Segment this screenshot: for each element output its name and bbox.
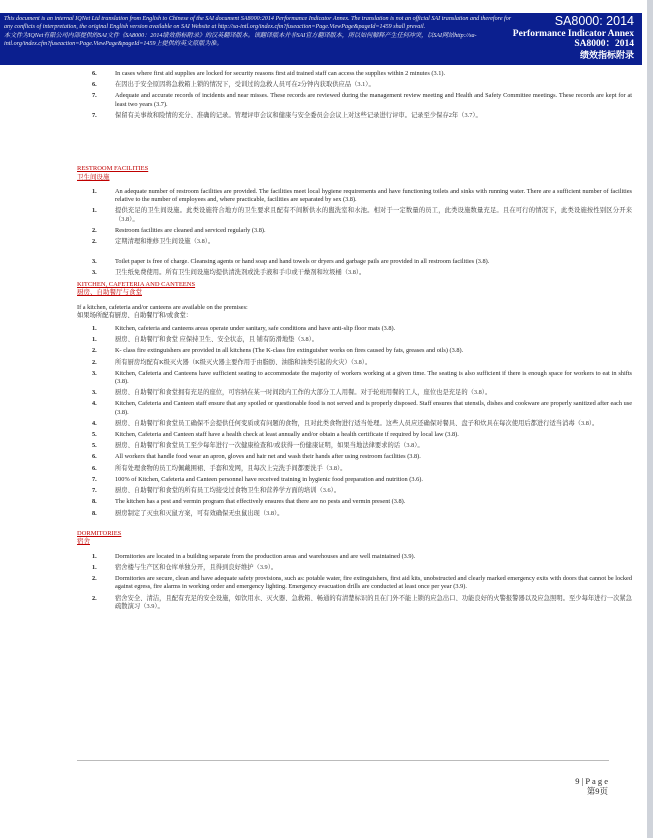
- list-item-en: 3. Kitchen, Cafeteria and Canteens have sufficient seating to accommodate the majority of workers working at a given time. The seating is also sufficient if there is enough space for workers to eat in shifts (3.8).: [92, 369, 632, 386]
- footer-divider: [77, 760, 609, 761]
- kitchen-intro-cn: 如果场所配有厨房、自助餐厅和/或食堂：: [77, 311, 193, 319]
- list-item-en: 1. An adequate number of restroom facilities are provided. The facilities meet local hygiene requirements and have functioning toilets and sinks with running water. There are a sufficient number of facilities relative to the number of employees and, where practicable, facilities are separated by sex (3.8).: [92, 188, 632, 204]
- brand-cn-subtitle: 绩效指标附录: [579, 50, 634, 60]
- brand-subtitle: Performance Indicator Annex: [512, 29, 634, 39]
- list-item-cn: 7. 厨房、自助餐厅和食堂的所有员工均接受过食物卫生和营养学方面的培训（3.6）。: [92, 487, 341, 495]
- list-item-cn: 1. 宿舍楼与生产区和仓库单独分开，且得到良好维护（3.9）。: [92, 563, 278, 571]
- list-item-en: 2. K- class fire extinguishers are provided in all kitchens (The K-class fire extinguisher works on fires caused by fats, greases and oils) (3.8).: [92, 347, 464, 355]
- section-title-dormitories-cn: 宿舍: [77, 538, 90, 546]
- list-item-cn: 6. 所有处理食物的员工均佩戴围裙、手套和发网，且每次上完洗手间都要洗手（3.8）。: [92, 464, 347, 472]
- list-item-cn: 3. 卫生纸免费使用。所有卫生间设施均提供清洗剂或洗手液和手巾或干燥剂和垃圾桶（3.8）。: [92, 269, 366, 277]
- page-edge: [647, 0, 653, 838]
- section-title-restroom-cn: 卫生间设施: [77, 173, 110, 181]
- list-item-en: 2. Restroom facilities are cleaned and serviced regularly (3.8).: [92, 226, 266, 234]
- list-item-en: 1. Kitchen, cafeteria and canteens areas operate under sanitary, safe conditions and have anti-slip floor mats (3.8).: [92, 325, 396, 333]
- list-item-en: 7. 100% of Kitchen, Cafeteria and Canteen personnel have received training in hygienic food preparation and nutrition (3.6).: [92, 475, 423, 483]
- kitchen-intro: [77, 304, 632, 320]
- page-number-en: 9 | P a g e: [575, 776, 608, 786]
- list-item-cn: 6. 在因出于安全原因将急救箱上锁的情况下，受训过的急救人员可在2分钟内获取供应品（3.1）。: [92, 81, 375, 89]
- list-item-en: 2. Dormitories are secure, clean and have adequate safety provisions, such as: potable water, fire extinguishers, first aid kits, unobstructed and clearly marked emergency exits with doors that cannot be locked against egress, fire alarms in working order and emergency lighting. Emergency evacuation drills are conducted at least once per year (3.9).: [92, 575, 632, 591]
- brand-title: SA8000: 2014: [554, 14, 634, 28]
- list-item-en: 1. Dormitories are located in a building separate from the production areas and warehouses and are well maintained (3.9).: [92, 552, 416, 560]
- header-banner: [0, 13, 642, 65]
- list-item-en: 8. The kitchen has a pest and vermin program that effectively ensures that there are no pests and vermin present (3.8).: [92, 498, 406, 506]
- list-item-cn: 3. 厨房、自助餐厅和食堂拥有充足的座位，可容纳在某一时间段内工作的大部分工人用餐。对于轮班用餐的工人，座位也是充足的（3.8）。: [92, 389, 492, 397]
- translation-disclaimer: [4, 15, 514, 49]
- list-item-en: 6. In cases where first aid supplies are locked for security reasons first aid trained staff can access the supplies within 2 minutes (3.1).: [92, 70, 446, 77]
- list-item-cn: 2. 所有厨房均配有K级灭火器（K级灭火器主要作用于由脂肪、油脂和油类引起的火灾）（3.8）。: [92, 358, 372, 366]
- list-item-cn: 8. 厨房制定了灭虫和灭鼠方案，可有效确保无虫鼠出现（3.8）。: [92, 509, 284, 517]
- list-item-en: 5. Kitchen, Cafeteria and Canteen staff have a health check at least annually and/or obtain a health certificate if required by local law (3.8).: [92, 431, 459, 439]
- list-item-en: 4. Kitchen, Cafeteria and Canteen staff ensure that any spoiled or questionable food is not served and is properly disposed. Staff ensures that utensils, dishes and cookware are properly sanitized after each use (3.8).: [92, 400, 632, 416]
- list-item-en: 3. Toilet paper is free of charge. Cleansing agents or hand soap and hand towels or dryers and garbage pails are provided in all restroom facilities (3.8).: [92, 258, 490, 266]
- section-title-kitchen-en: KITCHEN, CAFETERIA AND CANTEENS: [77, 280, 196, 288]
- list-item-en: 7. Adequate and accurate records of incidents and near misses. These records are reviewed during the management review meeting and Health and Safety Committee meetings. These records are kept for at least two years (3.7).: [92, 92, 632, 108]
- document-content: [77, 70, 632, 614]
- page-footer: [575, 776, 608, 796]
- list-item-en: 6. All workers that handle food wear an apron, gloves and hair net and wash their hands after using restroom facilities (3.8).: [92, 453, 421, 461]
- list-item-cn: 7. 保留有关事故和险情的充分、准确的记录。管理评审会议和健康与安全委员会会议上对这些记录进行评审。记录至少保存2年（3.7）。: [92, 111, 482, 119]
- brand-block: [494, 13, 634, 60]
- disclaimer-en: This document is an internal IQNet Ltd translation from English to Chinese of the SAI document SA8000:2014 Performance Indicator Annex. The translation is not an official SAI translation and therefore for any conflicts of interpretation, the original English version available on SAI Website at http://sa-intl.org/index.cfm?fuseaction=Page.ViewPage&pageId=1459 shall prevail.: [4, 16, 512, 31]
- disclaimer-cn: 本文件为IQNet有限公司内部提供的SAI文件《SA8000：2014绩效指标附录》的汉英翻译版本。该翻译版本并非SAI官方翻译版本，所以如何解释产生任何冲突，以SAI网站http://sa-intl.org/index.cfm?fuseaction=Page.ViewPage&pageId=1459上提供的英文原版为准。: [4, 32, 477, 48]
- list-item-cn: 5. 厨房、自助餐厅和食堂员工至少每年进行一次健康检查和/或获得一份健康证明，如果当地法律要求的话（3.8）。: [92, 442, 424, 450]
- section-title-kitchen-cn: 厨房、自助餐厅与食堂: [77, 289, 142, 297]
- kitchen-intro-en: If a kitchen, cafeteria and/or canteens are available on the premises:: [77, 303, 248, 311]
- list-item-cn: 4. 厨房、自助餐厅和食堂员工确保不会提供任何变质或有问题的食物，且对此类食物进行适当处理。这些人员应还确保对餐具、盘子和炊具在每次使用后都进行适当消毒（3.8）。: [92, 419, 599, 427]
- list-item-cn: 1. 厨房、自助餐厅和食堂 应保持卫生、安全状态，且 铺有防滑地垫（3.8）。: [92, 336, 319, 344]
- list-item-cn: 2. 宿舍安全、清洁，且配有充足的安全设施，如饮用水、灭火器、急救箱、畅通的有清楚标识的且在门外不能上锁的应急出口、功能良好的火警报警器以及应急照明。至少每年进行一次紧急疏散演习（3.9）。: [92, 594, 632, 610]
- section-title-restroom-en: RESTROOM FACILITIES: [77, 165, 149, 173]
- brand-cn-title: SA8000：2014: [574, 39, 634, 49]
- list-item-cn: 1. 提供充足的卫生间设施。此类设施符合地方的卫生要求且配有不间断供水的盥洗室和水池。相对于一定数量的员工，此类设施数量充足。且在可行的情况下，此类设施按性别区分开来（3.8）。: [92, 207, 632, 223]
- section-title-dormitories-en: DORMITORIES: [77, 529, 122, 537]
- page-number-cn: 第9页: [586, 786, 608, 796]
- list-item-cn: 2. 定期清理和维修卫生间设施（3.8）。: [92, 238, 215, 246]
